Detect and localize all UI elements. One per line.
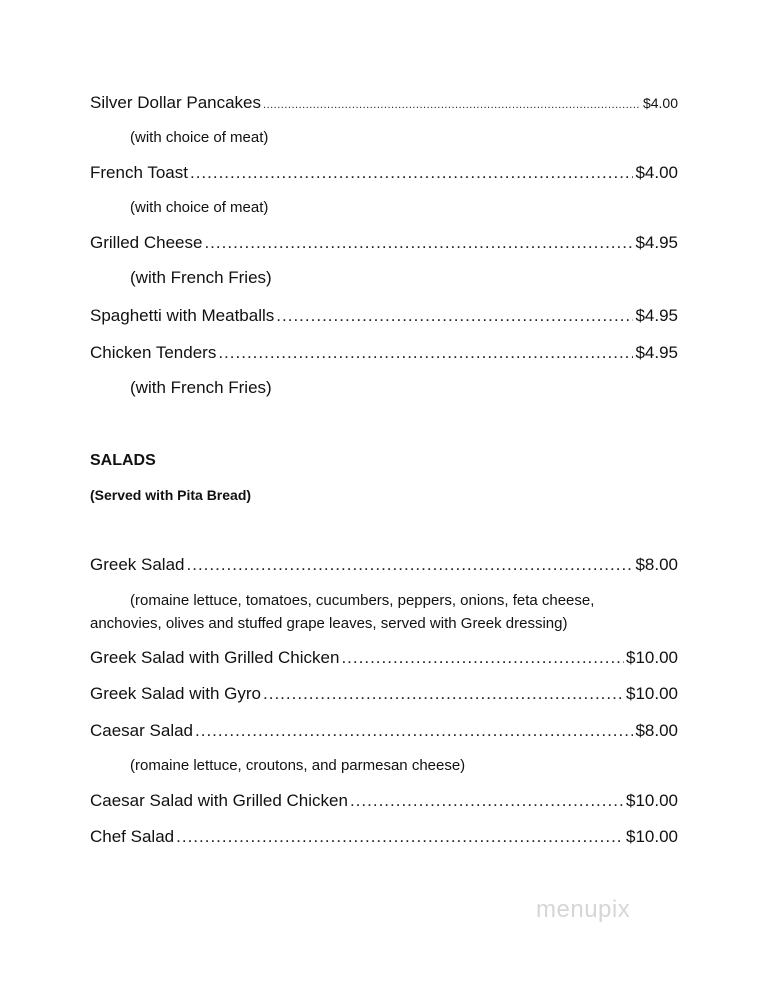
dot-leader <box>350 790 624 812</box>
item-note: (with French Fries) <box>130 268 272 287</box>
item-price: $4.00 <box>642 95 678 111</box>
menu-item-silver-dollar-pancakes <box>90 92 678 116</box>
item-name: Grilled Cheese <box>90 233 203 252</box>
item-name: Greek Salad with Gyro <box>90 684 262 703</box>
item-name: Chicken Tenders <box>90 343 217 362</box>
item-price: $10.00 <box>626 827 678 846</box>
dot-leader <box>263 94 641 116</box>
item-price: $4.00 <box>635 163 678 182</box>
item-name: Chef Salad <box>90 827 175 846</box>
menu-item-greek-salad <box>90 554 678 576</box>
menu-item-greek-salad-grilled-chicken <box>90 647 678 669</box>
dot-leader <box>263 683 624 705</box>
menu-item-spaghetti-with-meatballs <box>90 305 678 327</box>
dot-leader <box>218 342 633 364</box>
item-price: $4.95 <box>635 343 678 362</box>
item-note: (with French Fries) <box>130 378 272 397</box>
item-price: $8.00 <box>635 555 678 574</box>
watermark-text: menupix <box>536 896 631 923</box>
menu-item-chef-salad <box>90 826 678 848</box>
dot-leader <box>187 554 634 576</box>
dot-leader <box>341 647 624 669</box>
dot-leader <box>276 305 633 327</box>
item-name: Caesar Salad <box>90 721 194 740</box>
menu-item-caesar-salad-grilled-chicken <box>90 790 678 812</box>
section-subheading: (Served with Pita Bread) <box>90 487 252 503</box>
item-name: Greek Salad <box>90 555 185 574</box>
item-price: $8.00 <box>635 721 678 740</box>
item-name: Spaghetti with Meatballs <box>90 306 275 325</box>
section-heading-salads: SALADS <box>90 452 156 469</box>
item-note: (romaine lettuce, croutons, and parmesan cheese) <box>130 757 466 774</box>
menu-item-grilled-cheese <box>90 232 678 254</box>
dot-leader <box>195 720 633 742</box>
item-price: $4.95 <box>635 233 678 252</box>
menu-item-french-toast <box>90 162 678 184</box>
menu-item-caesar-salad <box>90 720 678 742</box>
item-price: $10.00 <box>626 684 678 703</box>
menupix-watermark <box>528 872 678 932</box>
item-note: (romaine lettuce, tomatoes, cucumbers, peppers, onions, feta cheese, anchovies, olives and stuffed grape leaves, served with Greek dressing) <box>90 592 595 632</box>
item-name: Caesar Salad with Grilled Chicken <box>90 791 348 810</box>
item-price: $4.95 <box>635 306 678 325</box>
item-price: $10.00 <box>626 648 678 667</box>
dot-leader <box>176 826 624 848</box>
dot-leader <box>190 162 633 184</box>
item-note: (with choice of meat) <box>130 129 269 146</box>
menu-item-chicken-tenders <box>90 342 678 364</box>
menu-item-greek-salad-gyro <box>90 683 678 705</box>
item-name: Silver Dollar Pancakes <box>90 93 262 112</box>
dot-leader <box>204 232 633 254</box>
item-name: French Toast <box>90 163 188 182</box>
item-price: $10.00 <box>626 791 678 810</box>
item-name: Greek Salad with Grilled Chicken <box>90 648 340 667</box>
item-note: (with choice of meat) <box>130 199 269 216</box>
